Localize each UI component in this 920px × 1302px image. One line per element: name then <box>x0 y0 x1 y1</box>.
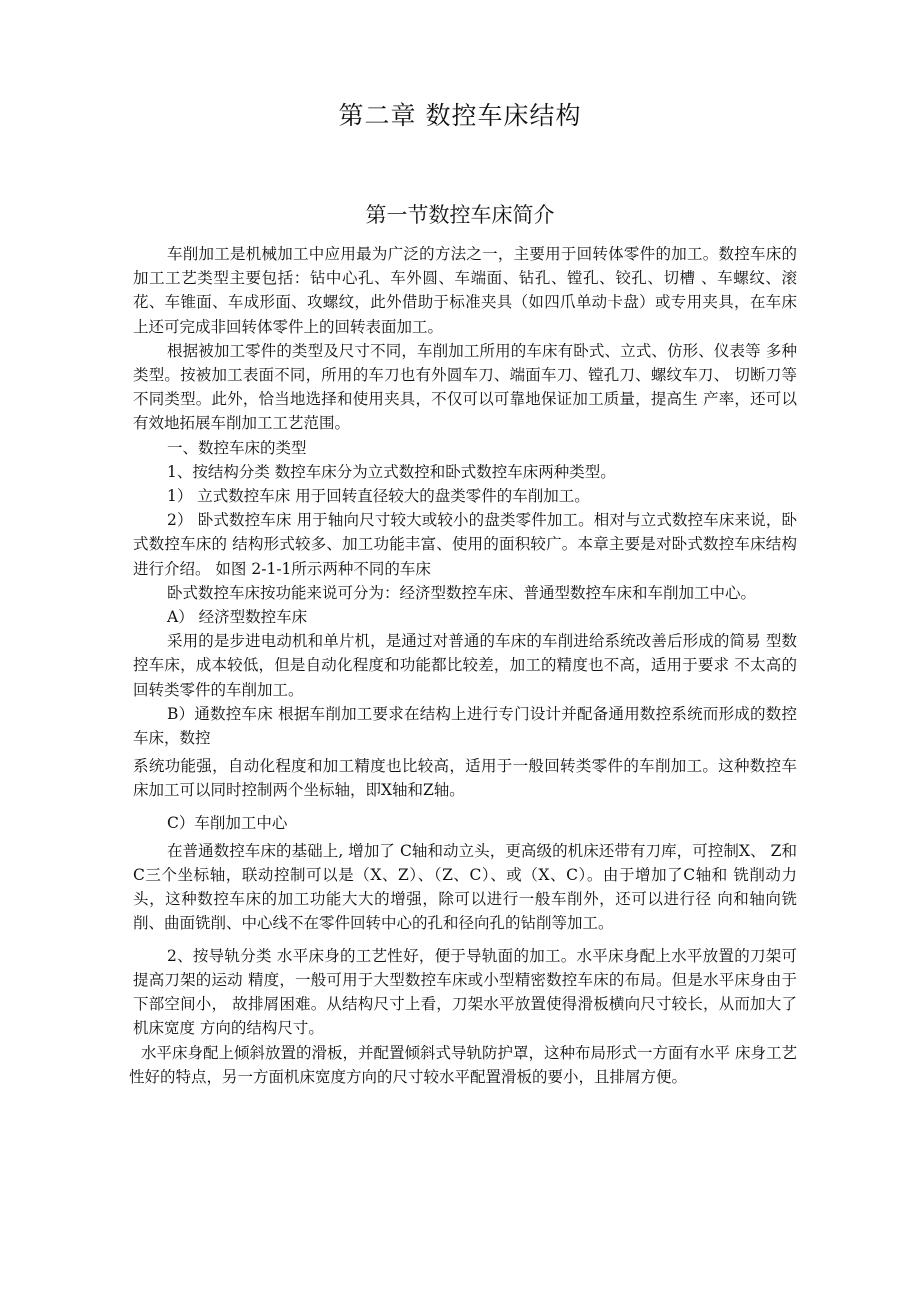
paragraph-turning-center: 在普通数控车床的基础上, 增加了 C轴和动立头，更高级的机床还带有刀库，可控制X、 Z和C三个坐标轴，联动控制可以是（X、Z）、（Z、C）、或（X、C）。由于增加了C轴和 铣削动力头，这种数控车床的加工功能大大的增强，除可以进行一般车削外，还可以进行径 向和轴向铣削、曲面铣削、中心线不在零件回转中心的孔和径向孔的钻削等加工。 <box>133 841 797 933</box>
heading-turning-center: C）车削加工中心 <box>167 813 288 832</box>
paragraph-intro: 车削加工是机械加工中应用最为广泛的方法之一，主要用于回转体零件的加工。数控车床的加工工艺类型主要包括：钻中心孔、车外圆、车端面、钻孔、镗孔、铰孔、切槽 、车螺纹、滚花、车锥面、车成形面、攻螺纹，此外借助于标准夹具（如四爪单动卡盘）或专用夹具，在车床上还可完成非回转体零件上的回转表面加工。 <box>133 245 797 336</box>
paragraph-guideway-classification: 2、按导轨分类 水平床身的工艺性好，便于导轨面的加工。水平床身配上水平放置的刀架可提高刀架的运动 精度，一般可用于大型数控车床或小型精密数控车床的布局。但是水平床身由于下部空间小， 故排屑困难。从结构尺寸上看，刀架水平放置使得滑板横向尺寸较长，从而加大了机床宽度 方向的结构尺寸。 <box>133 946 797 1038</box>
paragraph-function-classification: 卧式数控车床按功能来说可分为：经济型数控车床、普通型数控车床和车削加工中心。 <box>167 583 757 602</box>
section-title: 第一节数控车床简介 <box>365 203 555 227</box>
paragraph-economy-lathe: 采用的是步进电动机和单片机，是通过对普通的车床的车削进给系统改善后形成的简易 型数控车床，成本较低，但是自动化程度和功能都比较差，加工的精度也不高，适用于要求 不太高的回转类零件的车削加工。 <box>133 632 797 699</box>
heading-economy-lathe: A） 经济型数控车床 <box>167 608 308 627</box>
paragraph-general-lathe: 系统功能强，自动化程度和加工精度也比较高，适用于一般回转类零件的车削加工。这种数控车床加工可以同时控制两个坐标轴，即X轴和Z轴。 <box>133 757 797 800</box>
chapter-title: 第二章 数控车床结构 <box>338 101 582 130</box>
paragraph-structure-classification: 1、按结构分类 数控车床分为立式数控和卧式数控车床两种类型。 <box>167 462 616 481</box>
heading-cnc-lathe-types: 一、数控车床的类型 <box>167 438 307 457</box>
paragraph-horizontal-lathe: 2） 卧式数控车床 用于轴向尺寸较大或较小的盘类零件加工。相对与立式数控车床来说，卧式数控车床的 结构形式较多、加工功能丰富、使用的面积较广。本章主要是对卧式数控车床结构进行介绍。 如图 2-1-1所示两种不同的车床 <box>133 511 797 578</box>
body-text <box>129 242 797 1089</box>
paragraph-lathe-types: 根据被加工零件的类型及尺寸不同，车削加工所用的车床有卧式、立式、仿形、仪表等 多种类型。按被加工表面不同，所用的车刀也有外圆车刀、端面车刀、镗孔刀、螺纹车刀、 切断刀等不同类型。此外，恰当地选择和使用夹具，不仅可以可靠地保证加工质量，提高生 产率，还可以有效地拓展车削加工工艺范围。 <box>133 341 797 433</box>
paragraph-vertical-lathe: 1） 立式数控车床 用于回转直径较大的盘类零件的车削加工。 <box>167 487 590 506</box>
paragraph-general-lathe-heading: B）通数控车床 根据车削加工要求在结构上进行专门设计并配备通用数控系统而形成的数控车床，数控 <box>133 704 797 748</box>
paragraph-inclined-slide: 水平床身配上倾斜放置的滑板，并配置倾斜式导轨防护罩，这种布局形式一方面有水平 床身工艺性好的特点，另一方面机床宽度方向的尺寸较水平配置滑板的要小，且排屑方便。 <box>129 1043 797 1086</box>
